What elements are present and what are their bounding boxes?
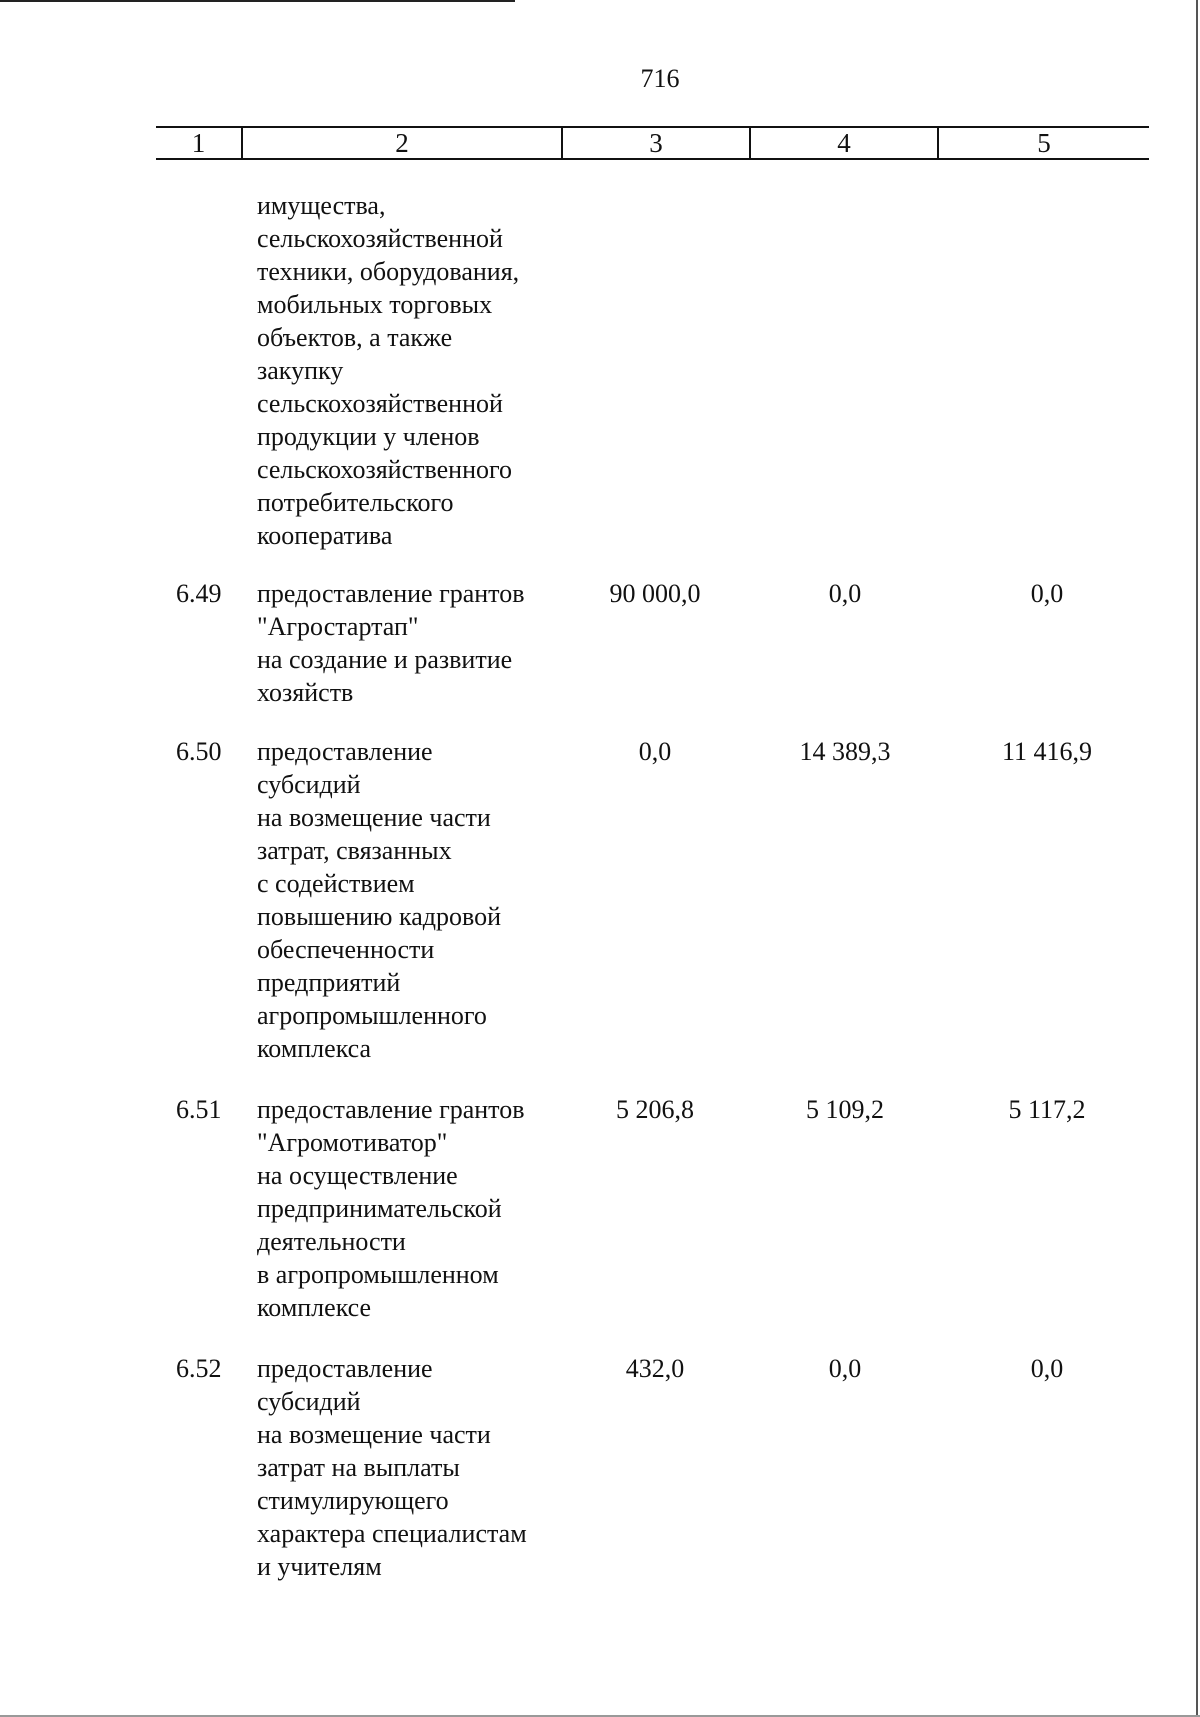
- row-value-col4: 0,0: [828, 1354, 862, 1383]
- row-value-col5: 11 416,9: [1001, 737, 1093, 766]
- column-header-2: 2: [243, 128, 563, 158]
- table-header-row: [156, 126, 1149, 160]
- row-value-col4: 0,0: [828, 579, 862, 608]
- row-number: 6.50: [176, 737, 222, 766]
- column-header-3: 3: [563, 128, 751, 158]
- row-value-col3: 90 000,0: [609, 579, 701, 608]
- row-description: предоставление субсидий на возмещение части затрат на выплаты стимулирующего характера специалистам и учителям: [257, 1354, 527, 1581]
- row-description: предоставление грантов "Агромотиватор" на осуществление предпринимательской деятельности в агропромышленном комплексе: [257, 1095, 525, 1322]
- row-value-col5: 0,0: [1030, 1354, 1064, 1383]
- row-description: предоставление грантов "Агростартап" на создание и развитие хозяйств: [257, 579, 525, 707]
- row-value-col5: 5 117,2: [1008, 1095, 1086, 1124]
- column-header-5: 5: [1037, 128, 1051, 158]
- row-description: предоставление субсидий на возмещение части затрат, связанных с содействием повышению кадровой обеспеченности предприятий агропромышленного комплекса: [257, 737, 501, 1063]
- row-value-col4: 14 389,3: [799, 737, 891, 766]
- row-number: 6.52: [176, 1354, 222, 1383]
- column-header-1: 1: [156, 128, 243, 158]
- row-value-col5: 0,0: [1030, 579, 1064, 608]
- row-value-col3: 5 206,8: [616, 1095, 694, 1124]
- row-value-col3: 432,0: [625, 1354, 685, 1383]
- row-number: 6.49: [176, 579, 222, 608]
- scan-edge-line: [0, 0, 515, 2]
- page-number: 716: [640, 64, 680, 93]
- column-header-4: 4: [751, 128, 939, 158]
- continuation-description: имущества, сельскохозяйственной техники, оборудования, мобильных торговых объектов, а также закупку сельскохозяйственной продукции у членов сельскохозяйственного потребительского кооператива: [257, 191, 520, 550]
- row-value-col3: 0,0: [638, 737, 672, 766]
- scan-edge-line: [1196, 0, 1198, 1717]
- row-number: 6.51: [176, 1095, 222, 1124]
- row-value-col4: 5 109,2: [806, 1095, 884, 1124]
